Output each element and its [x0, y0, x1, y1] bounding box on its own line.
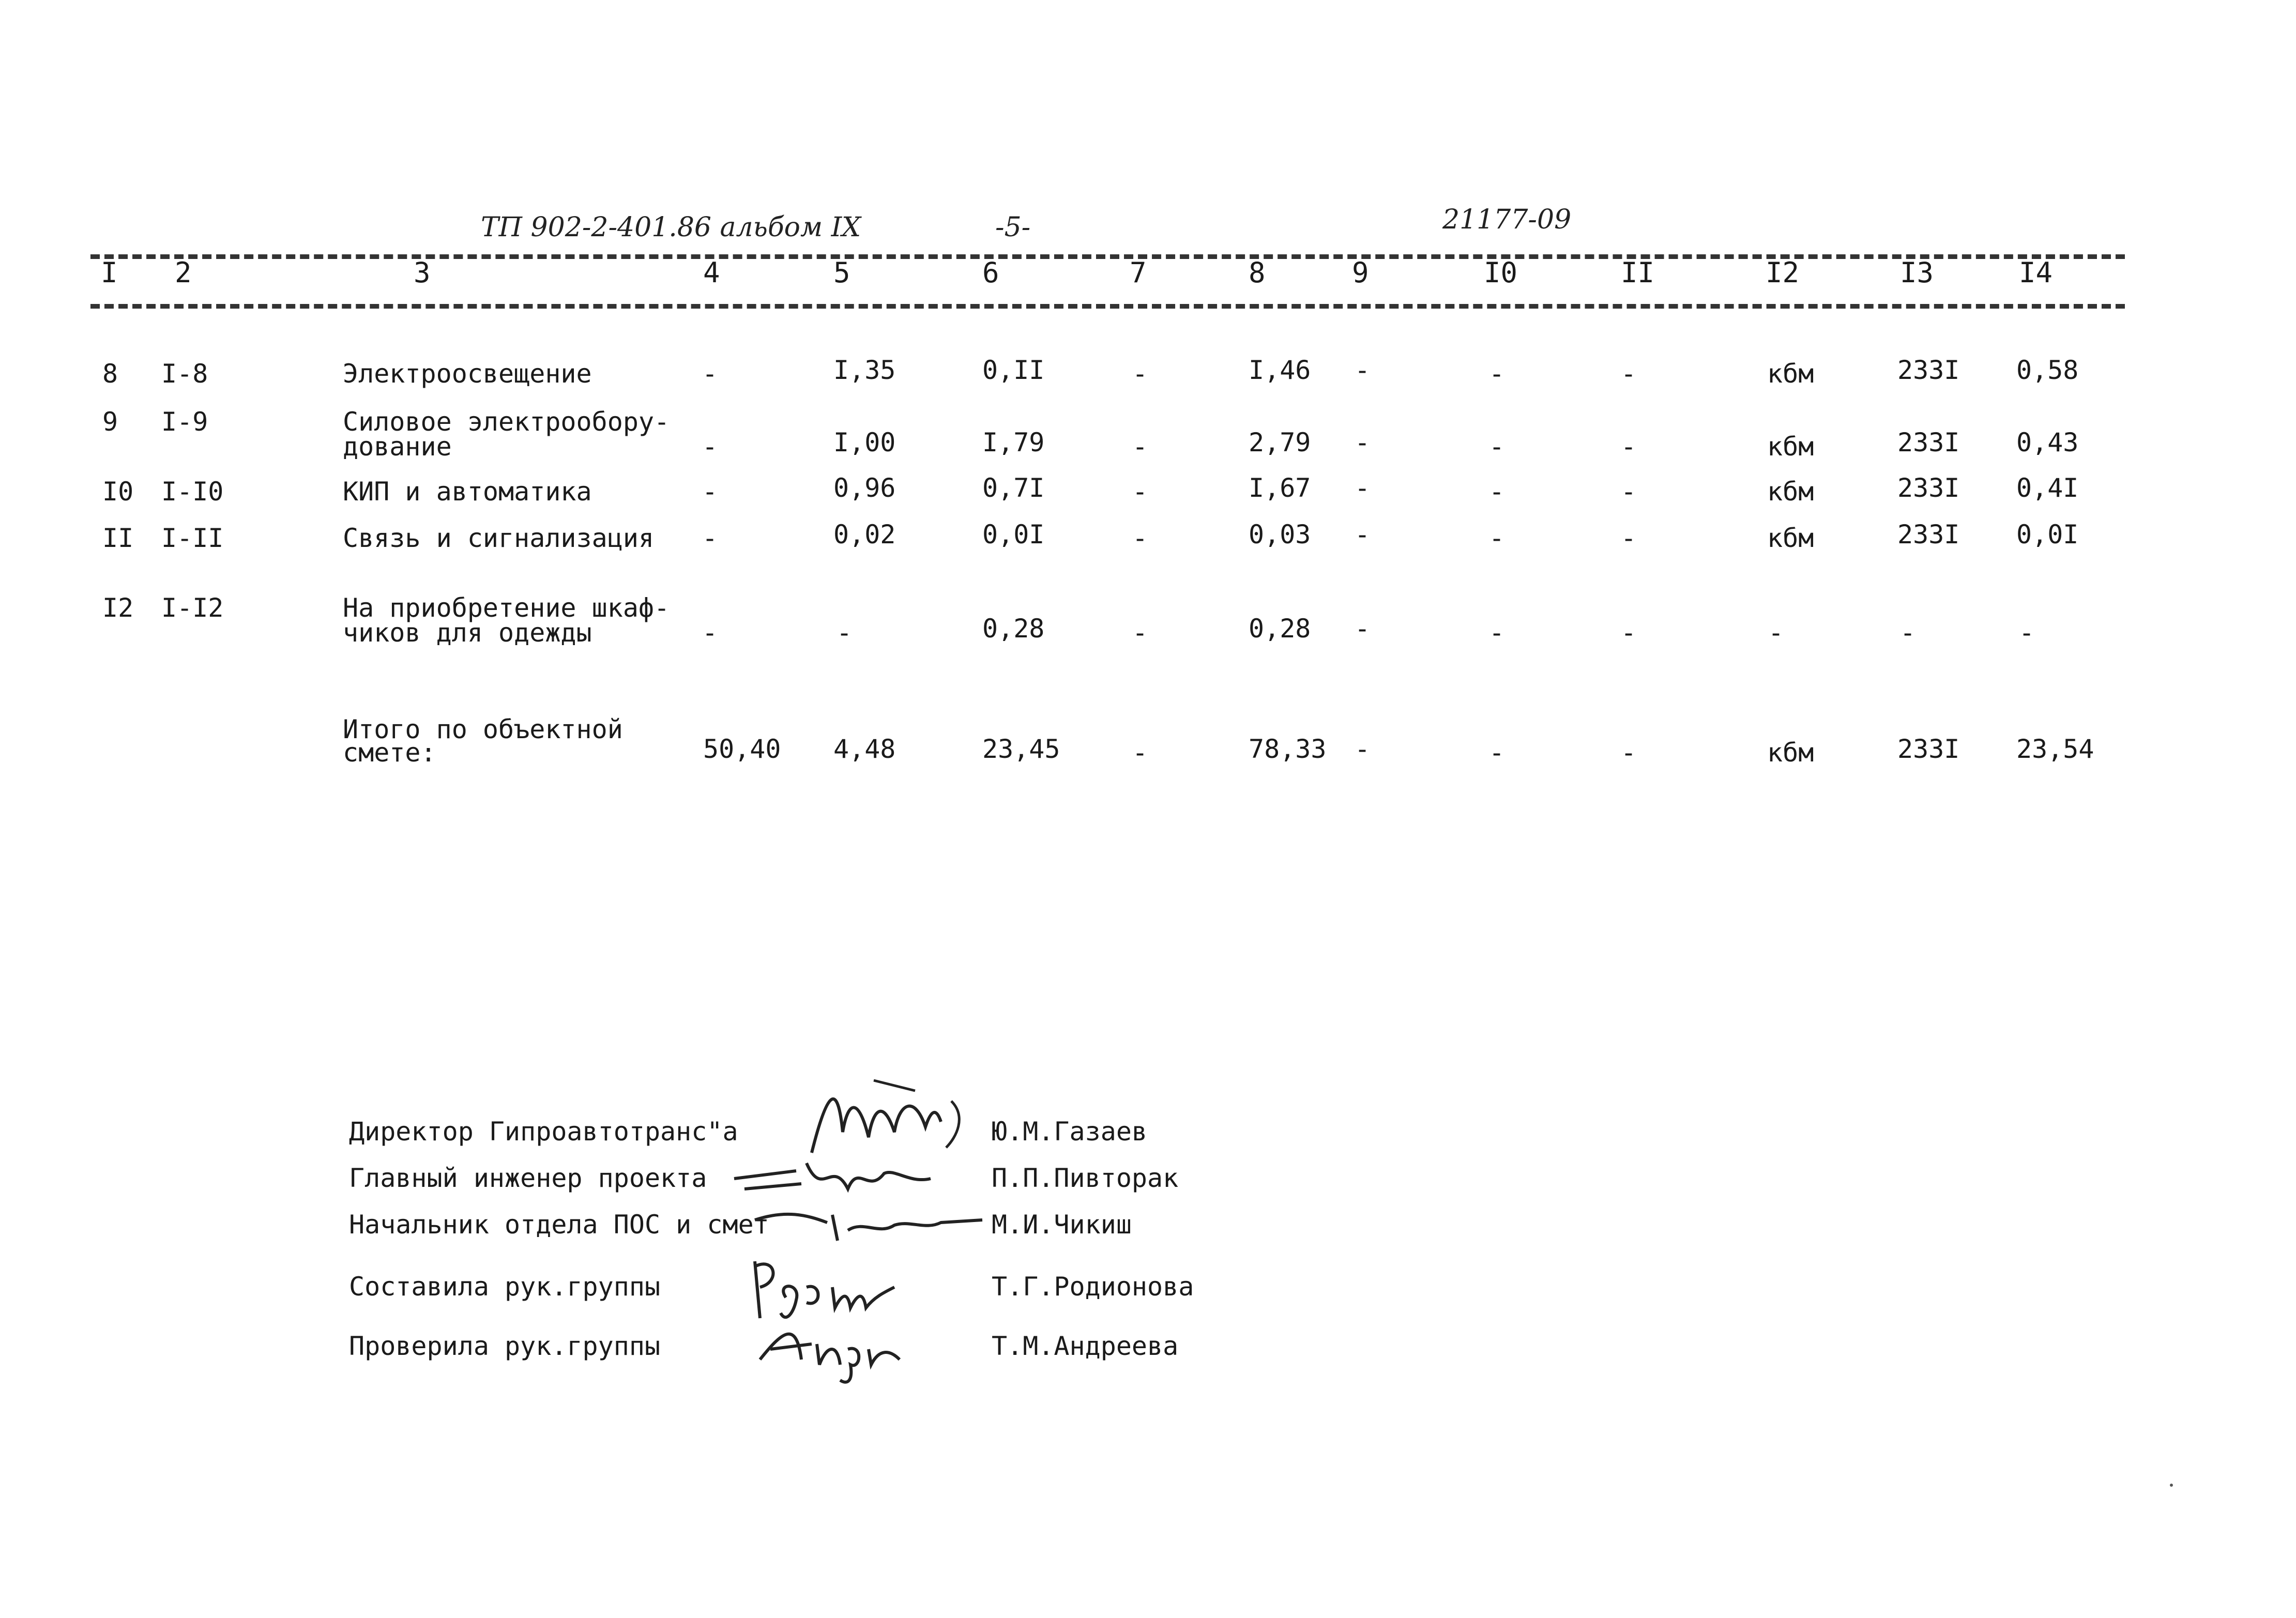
cell-col13: 233I: [1897, 520, 1960, 549]
cell-col11: -: [1621, 359, 1637, 389]
column-header-3: 3: [414, 256, 431, 289]
cell-col4: -: [702, 359, 718, 389]
cell-col11: -: [1621, 432, 1637, 462]
total-col4: 50,40: [703, 734, 781, 764]
cell-col8: 0,03: [1249, 520, 1311, 549]
row-code: I-I0: [161, 477, 224, 507]
column-header-7: 7: [1130, 256, 1147, 289]
cell-col5: I,00: [833, 428, 896, 457]
cell-col13: 233I: [1897, 428, 1960, 457]
total-label-line1: Итого по объектной: [343, 714, 623, 744]
album-reference: ТП 902-2-401.86 альбом IX: [481, 212, 861, 243]
total-col6: 23,45: [982, 734, 1060, 764]
cell-col6: 0,7I: [982, 473, 1045, 503]
cell-col13: 233I: [1897, 355, 1960, 385]
scan-speck: [2170, 1484, 2173, 1487]
total-col14: 23,54: [2016, 734, 2094, 764]
signature-role: Проверила рук.группы: [349, 1331, 661, 1361]
column-header-13: I3: [1900, 256, 1934, 289]
cell-col10: -: [1489, 432, 1505, 462]
column-header-8: 8: [1249, 256, 1266, 289]
row-number: 8: [102, 359, 118, 389]
cell-col7: -: [1132, 523, 1148, 553]
cell-col12: -: [1768, 618, 1784, 648]
cell-col11: -: [1621, 523, 1637, 553]
cell-col8: 2,79: [1249, 428, 1311, 457]
page-number: -5-: [995, 212, 1031, 243]
total-col5: 4,48: [833, 734, 896, 764]
column-header-4: 4: [703, 256, 720, 289]
row-name-line2: дование: [343, 432, 452, 462]
cell-col11: -: [1621, 618, 1637, 648]
cell-col5: 0,02: [833, 520, 896, 549]
cell-col6: I,79: [982, 428, 1045, 457]
total-col10: -: [1489, 738, 1505, 768]
cell-col14: -: [2019, 618, 2035, 648]
column-header-14: I4: [2019, 256, 2053, 289]
column-header-9: 9: [1352, 256, 1369, 289]
row-number: I0: [102, 477, 134, 507]
column-header-11: II: [1621, 256, 1655, 289]
cell-col7: -: [1132, 432, 1148, 462]
header-top-rule: [90, 254, 2125, 259]
cell-col14: 0,43: [2016, 428, 2079, 457]
cell-col5: I,35: [833, 355, 896, 385]
column-header-12: I2: [1766, 256, 1800, 289]
cell-col5: -: [837, 618, 853, 648]
row-code: I-8: [161, 359, 208, 389]
column-header-5: 5: [833, 256, 850, 289]
cell-col12: кбм: [1767, 523, 1814, 553]
cell-col10: -: [1489, 477, 1505, 507]
signature-role: Составила рук.группы: [349, 1272, 661, 1302]
header-bottom-rule: [90, 304, 2125, 309]
cell-col5: 0,96: [833, 473, 896, 503]
cell-col8: I,67: [1249, 473, 1311, 503]
cell-col10: -: [1489, 359, 1505, 389]
signature-role: Начальник отдела ПОС и смет: [349, 1210, 769, 1240]
signature-name: П.П.Пивторак: [992, 1163, 1179, 1193]
cell-col7: -: [1132, 477, 1148, 507]
signature-name: М.И.Чикиш: [992, 1210, 1132, 1240]
cell-col13: 233I: [1897, 473, 1960, 503]
row-name-line2: чиков для одежды: [343, 618, 592, 648]
cell-col6: 0,II: [982, 355, 1045, 385]
row-number: 9: [102, 407, 118, 437]
column-header-2: 2: [175, 256, 192, 289]
cell-col12: кбм: [1767, 359, 1814, 389]
cell-col14: 0,4I: [2016, 473, 2079, 503]
column-header-1: I: [101, 256, 118, 289]
cell-col6: 0,0I: [982, 520, 1045, 549]
cell-col4: -: [702, 477, 718, 507]
cell-col9: -: [1355, 428, 1371, 457]
total-col7: -: [1132, 738, 1148, 768]
cell-col10: -: [1489, 523, 1505, 553]
signature-role: Директор Гипроавтотранс"а: [349, 1117, 738, 1147]
cell-col6: 0,28: [982, 614, 1045, 644]
document-code: 21177-09: [1442, 204, 1572, 235]
total-col13: 233I: [1897, 734, 1960, 764]
cell-col9: -: [1355, 473, 1371, 503]
cell-col9: -: [1355, 520, 1371, 549]
cell-col10: -: [1489, 618, 1505, 648]
cell-col14: 0,0I: [2016, 520, 2079, 549]
total-col8: 78,33: [1249, 734, 1327, 764]
total-col9: -: [1355, 734, 1371, 764]
row-name-line1: Силовое электрообору-: [343, 407, 670, 437]
handwritten-signature-andreeva: [750, 1313, 905, 1385]
total-col12: кбм: [1767, 738, 1814, 768]
cell-col14: 0,58: [2016, 355, 2079, 385]
cell-col4: -: [702, 523, 718, 553]
cell-col8: 0,28: [1249, 614, 1311, 644]
cell-col4: -: [702, 618, 718, 648]
row-number: I2: [102, 593, 134, 623]
cell-col12: кбм: [1767, 477, 1814, 507]
cell-col7: -: [1132, 359, 1148, 389]
row-name: КИП и автоматика: [343, 477, 592, 507]
row-code: I-9: [161, 407, 208, 437]
row-number: II: [102, 523, 134, 553]
row-name: Связь и сигнализация: [343, 523, 655, 553]
row-name-line1: На приобретение шкаф-: [343, 593, 670, 623]
column-header-6: 6: [982, 256, 999, 289]
total-col11: -: [1621, 738, 1637, 768]
cell-col12: кбм: [1767, 432, 1814, 462]
cell-col4: -: [702, 432, 718, 462]
row-code: I-II: [161, 523, 224, 553]
cell-col9: -: [1355, 614, 1371, 644]
handwritten-signature-chief-engineer: [724, 1148, 941, 1204]
column-header-10: I0: [1484, 256, 1518, 289]
total-label-line2: смете:: [343, 738, 436, 768]
row-code: I-I2: [161, 593, 224, 623]
cell-col8: I,46: [1249, 355, 1311, 385]
handwritten-signature-pos-head: [744, 1199, 987, 1246]
cell-col13: -: [1900, 618, 1916, 648]
signature-name: Т.Г.Родионова: [992, 1272, 1194, 1302]
cell-col11: -: [1621, 477, 1637, 507]
row-name: Электроосвещение: [343, 359, 592, 389]
cell-col9: -: [1355, 355, 1371, 385]
signature-role: Главный инженер проекта: [349, 1163, 707, 1193]
signature-name: Ю.М.Газаев: [992, 1117, 1148, 1147]
cell-col7: -: [1132, 618, 1148, 648]
signature-name: Т.М.Андреева: [992, 1331, 1179, 1361]
